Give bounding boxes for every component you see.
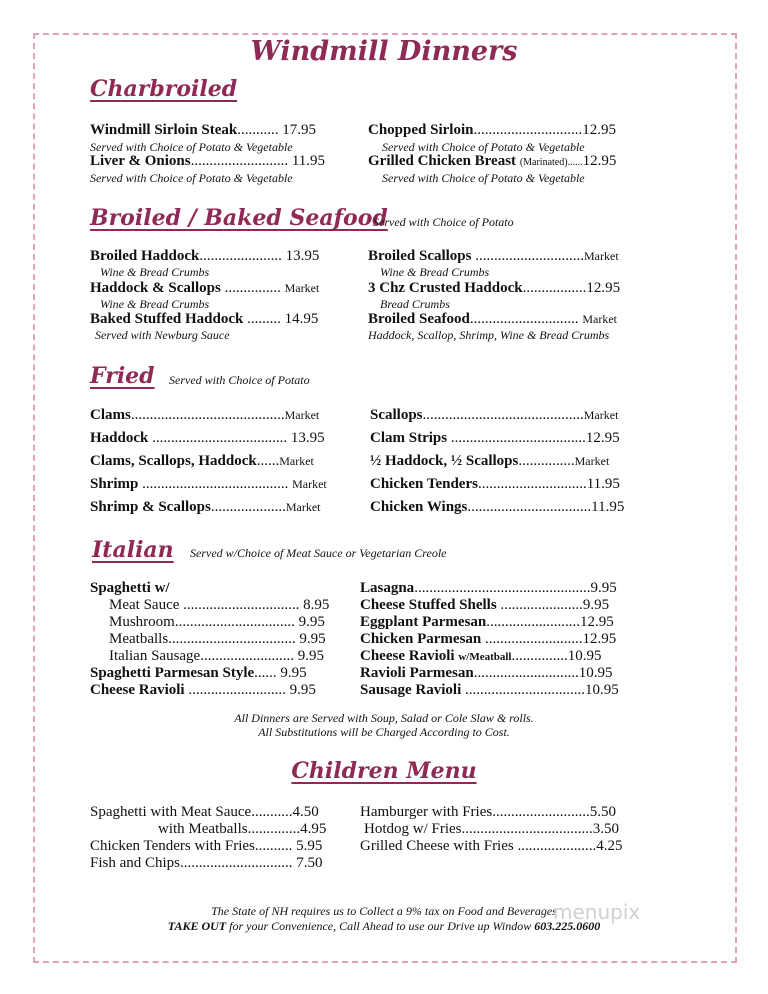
menu-item: Cheese Stuffed Shells ......................9.95 [360, 597, 610, 613]
item-note: Wine & Bread Crumbs [100, 265, 210, 279]
menu-item: Liver & Onions.......................... 11.95 [90, 153, 326, 169]
menu-item: Spaghetti Parmesan Style...... 9.95 [90, 665, 307, 681]
item-note: Bread Crumbs [380, 297, 450, 311]
tax-notice: The State of NH requires us to Collect a 9% tax on Food and Beverages [211, 904, 557, 918]
item-note: Haddock, Scallop, Shrimp, Wine & Bread Crumbs [368, 328, 610, 342]
menu-item: Broiled Seafood............................. Market [368, 311, 617, 327]
section-note: Served w/Choice of Meat Sauce or Vegetarian Creole [190, 546, 447, 560]
menu-item: Baked Stuffed Haddock ......... 14.95 [90, 311, 319, 327]
menu-item: Broiled Haddock...................... 13.95 [90, 248, 320, 264]
menu-item: Spaghetti with Meat Sauce...........4.50 [90, 804, 319, 820]
menu-item: Grilled Chicken Breast (Marinated)......12.95 [368, 153, 617, 169]
section-heading-italian: Italian [92, 537, 174, 563]
menu-item: Scallops...........................................Market [370, 407, 619, 423]
takeout-notice: TAKE OUT for your Convenience, Call Ahead to use our Drive up Window 603.225.0600 [167, 919, 601, 933]
menu-item: Chicken Tenders.............................11.95 [370, 476, 620, 492]
spaghetti-label: Spaghetti w/ [90, 580, 170, 596]
menu-item: Clams, Scallops, Haddock......Market [90, 453, 314, 469]
item-note: Served with Choice of Potato & Vegetable [382, 140, 585, 154]
item-note: Wine & Bread Crumbs [100, 297, 210, 311]
section-heading-children: Children Menu [291, 758, 477, 784]
section-note: Served with Choice of Potato [169, 373, 310, 387]
menu-item: Windmill Sirloin Steak........... 17.95 [90, 122, 317, 138]
section-heading-seafood: Broiled / Baked Seafood [90, 205, 388, 231]
menu-item: Haddock & Scallops ............... Market [90, 280, 320, 296]
menu-item: Fish and Chips.............................. 7.50 [90, 855, 323, 871]
item-note: Served with Choice of Potato & Vegetable [382, 171, 585, 185]
item-note: Served with Newburg Sauce [95, 328, 230, 342]
dinner-footnote: All Dinners are Served with Soup, Salad or Cole Slaw & rolls. [234, 711, 534, 725]
section-heading-fried: Fried [90, 363, 155, 389]
menu-item: Italian Sausage......................... 9.95 [109, 648, 324, 664]
menu-item: Hotdog w/ Fries...................................3.50 [364, 821, 619, 837]
menu-item: Clams.........................................Market [90, 407, 320, 423]
menu-item: with Meatballs..............4.95 [158, 821, 327, 837]
menu-item: Broiled Scallops .............................Market [368, 248, 619, 264]
menu-item: Hamburger with Fries..........................5.50 [360, 804, 616, 820]
menu-item: Chicken Tenders with Fries.......... 5.95 [90, 838, 323, 854]
menu-title: Windmill Dinners [250, 36, 518, 67]
menu-item: Eggplant Parmesan.........................12.95 [360, 614, 614, 630]
menu-item: Shrimp & Scallops....................Market [90, 499, 321, 515]
menu-item: Clam Strips ....................................12.95 [370, 430, 620, 446]
menu-item: Sausage Ravioli ................................10.95 [360, 682, 619, 698]
menu-item: Grilled Cheese with Fries .....................4.25 [360, 838, 623, 854]
item-note: Wine & Bread Crumbs [380, 265, 490, 279]
item-note: Served with Choice of Potato & Vegetable [90, 140, 293, 154]
menu-item: Haddock .................................... 13.95 [90, 430, 325, 446]
menu-item: Chopped Sirloin.............................12.95 [368, 122, 616, 138]
menu-item: Ravioli Parmesan............................10.95 [360, 665, 613, 681]
menu-item: Meat Sauce ............................... 8.95 [109, 597, 330, 613]
menu-item: ½ Haddock, ½ Scallops...............Market [370, 453, 610, 469]
menu-item: Cheese Ravioli w/Meatball...............10.95 [360, 648, 602, 664]
menu-item: Shrimp ....................................... Market [90, 476, 327, 492]
substitution-footnote: All Substitutions will be Charged According to Cost. [258, 725, 510, 739]
menu-item: Lasagna...............................................9.95 [360, 580, 617, 596]
section-note: Served with Choice of Potato [373, 215, 514, 229]
item-note: Served with Choice of Potato & Vegetable [90, 171, 293, 185]
menu-item: Mushroom................................ 9.95 [109, 614, 325, 630]
section-heading-charbroiled: Charbroiled [90, 76, 238, 102]
menu-item: Cheese Ravioli .......................... 9.95 [90, 682, 316, 698]
menu-item: Chicken Wings.................................11.95 [370, 499, 625, 515]
menu-item: Meatballs.................................. 9.95 [109, 631, 326, 647]
watermark: menupix [553, 900, 641, 924]
menu-item: Chicken Parmesan ..........................12.95 [360, 631, 617, 647]
menu-item: 3 Chz Crusted Haddock.................12.95 [368, 280, 621, 296]
